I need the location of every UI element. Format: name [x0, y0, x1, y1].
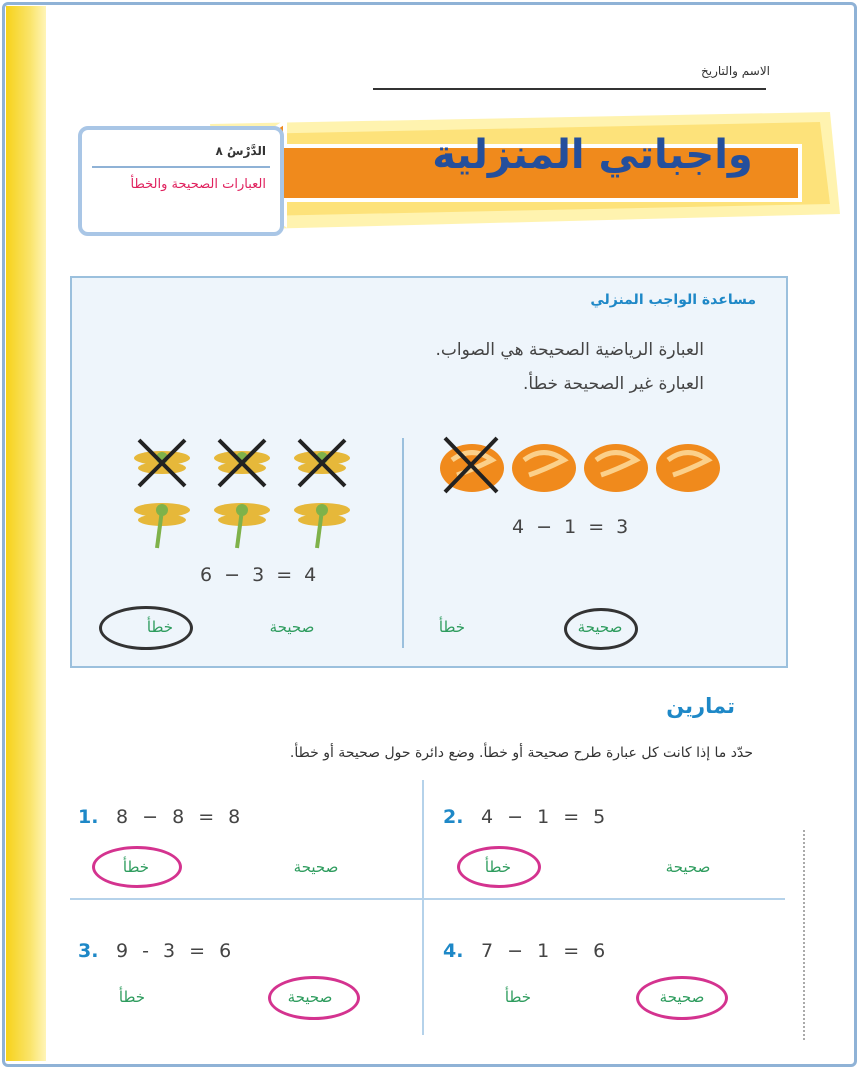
lesson-number: الدَّرْسُ ٨ [215, 144, 266, 158]
question-4-answer-circle [636, 976, 728, 1020]
question-4-false: خطأ [504, 988, 532, 1006]
dragonfly-icon [134, 440, 190, 486]
question-4-equation: 7 − 1 = 6 [481, 940, 610, 962]
question-1-answer-circle [92, 846, 182, 888]
example-left-answer-circle [99, 606, 193, 650]
question-1-true: صحيحة [293, 858, 339, 876]
question-2-false: خطأ [484, 858, 512, 876]
example-right-false: خطأ [438, 618, 466, 636]
lesson-title: العبارات الصحيحة والخطأ [130, 177, 266, 192]
lesson-box [78, 126, 284, 236]
example-right-equation: 4 − 1 = 3 [512, 516, 632, 538]
practice-grid-vertical [422, 780, 424, 1035]
question-3-number: 3. [78, 940, 99, 962]
question-3-answer-circle [268, 976, 360, 1020]
practice-title: تمارين [666, 694, 735, 718]
help-line-1: العبارة الرياضية الصحيحة هي الصواب. [435, 340, 704, 360]
lesson-separator [92, 166, 270, 168]
copyright-notice [803, 830, 815, 1040]
help-title: مساعدة الواجب المنزلي [590, 292, 756, 308]
question-1-false: خطأ [122, 858, 150, 876]
name-date-label: الاسم والتاريخ [701, 64, 770, 78]
main-title: واجباتي المنزلية [432, 132, 753, 178]
example-left-equation: 6 − 3 = 4 [200, 564, 320, 586]
question-3-true: صحيحة [287, 988, 333, 1006]
snails-illustration [437, 430, 727, 500]
question-1-number: 1. [78, 806, 99, 828]
homework-help-box [70, 276, 788, 668]
question-2-true: صحيحة [665, 858, 711, 876]
question-1-equation: 8 − 8 = 8 [116, 806, 245, 828]
question-3-equation: 9 - 3 = 6 [116, 940, 236, 962]
help-divider [402, 438, 404, 648]
practice-instructions: حدّد ما إذا كانت كل عبارة طرح صحيحة أو خطأ. وضع دائرة حول صحيحة أو خطأ. [289, 745, 753, 761]
question-2-equation: 4 − 1 = 5 [481, 806, 610, 828]
snail-icon [656, 444, 720, 492]
question-3-false: خطأ [118, 988, 146, 1006]
snail-icon [584, 444, 648, 492]
question-2-answer-circle [457, 846, 541, 888]
dragonflies-illustration [127, 428, 367, 558]
example-right-true: صحيحة [577, 618, 623, 636]
example-left-true: صحيحة [269, 618, 315, 636]
question-4-true: صحيحة [659, 988, 705, 1006]
practice-grid-horizontal [70, 898, 785, 900]
example-right-answer-circle [564, 608, 638, 650]
snail-icon [440, 438, 504, 492]
dragonfly-icon [214, 440, 270, 486]
dragonfly-icon [214, 503, 270, 548]
help-line-2: العبارة غير الصحيحة خطأ. [522, 374, 704, 394]
name-date-line [373, 88, 766, 90]
dragonfly-icon [294, 440, 350, 486]
question-2-number: 2. [443, 806, 464, 828]
example-left-false: خطأ [146, 618, 174, 636]
dragonfly-icon [134, 503, 190, 548]
question-4-number: 4. [443, 940, 464, 962]
snail-icon [512, 444, 576, 492]
dragonfly-icon [294, 503, 350, 548]
